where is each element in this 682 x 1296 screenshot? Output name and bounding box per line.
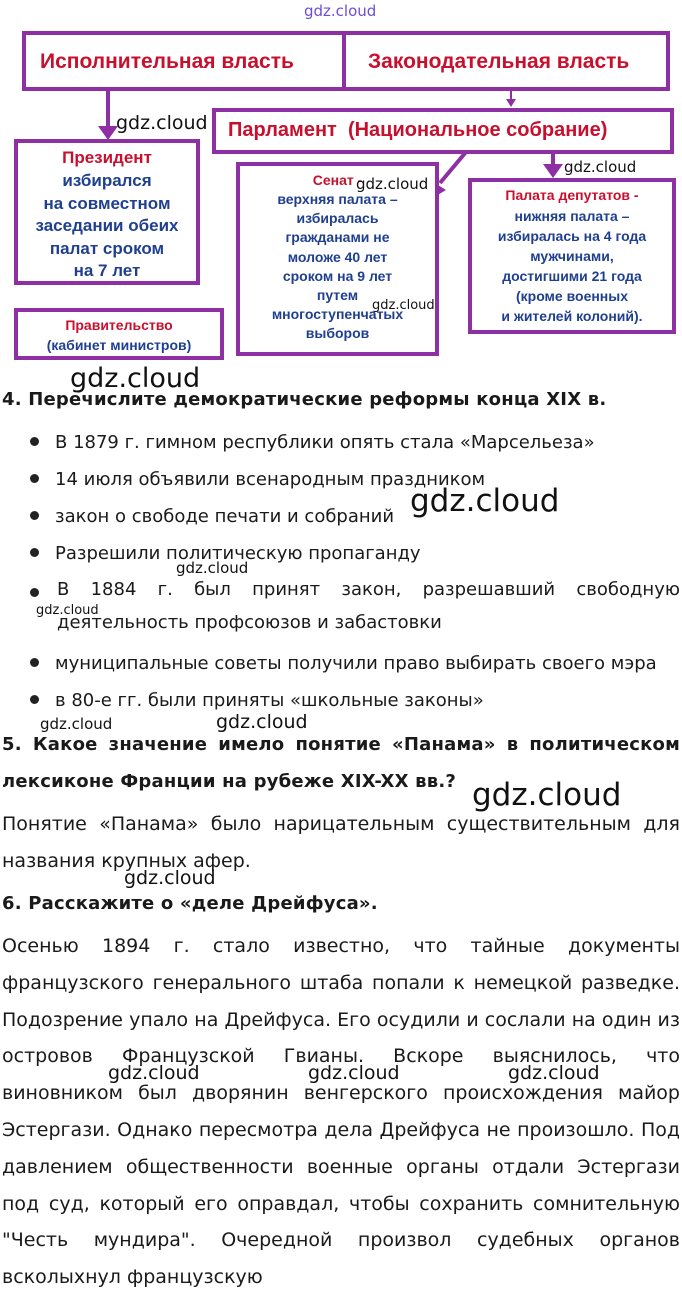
- senate-line: избиралась: [296, 210, 379, 227]
- deputies-title: Палата депутатов -: [505, 187, 639, 203]
- watermark: gdz.cloud: [176, 559, 249, 577]
- watermark: gdz.cloud: [116, 112, 208, 134]
- president-line: избирался: [62, 171, 152, 190]
- watermark: gdz.cloud: [356, 175, 429, 193]
- list-item-text: закон о свободе печати и собраний: [55, 506, 395, 527]
- deputies-text: [468, 206, 676, 326]
- watermark: gdz.cloud: [508, 1062, 600, 1084]
- list-item: [30, 690, 484, 711]
- watermark-top: gdz.cloud: [304, 2, 377, 20]
- senate-line: гражданами не: [285, 229, 390, 246]
- bullet-icon: [30, 437, 39, 446]
- list-item-text: 14 июля объявили всенародным праздником: [55, 469, 486, 490]
- bullet-icon: [30, 658, 39, 667]
- senate-line: выборов: [305, 325, 370, 342]
- list-item: [30, 432, 595, 453]
- watermark: gdz.cloud: [410, 483, 560, 519]
- watermark: gdz.cloud: [124, 867, 216, 889]
- deputies-line: (кроме военных: [515, 288, 629, 304]
- deputies-line: достигшими 21 года: [502, 268, 642, 284]
- question-6-answer: Осенью 1894 г. стало известно, что тайные документы французского генерального штаба попали к немецкой разведке. Подозрение упало на Дрейфуса. Его осудили и сослали на один из островов Французской Гвианы. Вскоре выяснилось, что виновником был дворянин венгерского происхождения майор Эстергази. Однако пересмотра дела Дрейфуса не произошло. Под давлением общественности военные органы отдали Эстергази под суд, который его оправдал, чтобы сохранить сомнительную "Честь мундира". Очередной произвол судебных органов всколыхнул французскую: [2, 935, 680, 1289]
- senate-line: сроком на 9 лет: [282, 267, 393, 284]
- question-6-title: 6. Расскажите о «деле Дрейфуса».: [2, 893, 378, 914]
- watermark: gdz.cloud: [40, 715, 113, 733]
- bullet-icon: [30, 588, 39, 597]
- list-item-text: В 1884 г. был принят закон, разрешавший свободную: [57, 579, 680, 600]
- list-item-text: В 1879 г. гимном республики опять стала «Марсельеза»: [55, 432, 595, 453]
- senate-line: путем: [316, 287, 359, 304]
- senate-text: [236, 190, 439, 344]
- president-line: палат сроком: [49, 238, 165, 258]
- list-item-text: муниципальные советы получили право выбирать своего мэра: [55, 653, 657, 674]
- list-item-text: в 80-е гг. были приняты «школьные законы»: [55, 690, 484, 711]
- list-item: [30, 506, 394, 527]
- president-title: Президент: [62, 148, 152, 167]
- president-text: [14, 170, 200, 283]
- senate-line: многоступенчатых: [271, 306, 404, 323]
- senate-title: Сенат -: [312, 172, 363, 188]
- watermark: gdz.cloud: [36, 603, 99, 618]
- deputies-line: нижняя палата –: [514, 208, 630, 224]
- watermark: gdz.cloud: [564, 158, 637, 176]
- question-4-title: 4. Перечислите демократические реформы конца XIX в.: [2, 389, 607, 410]
- question-5-title-line1: 5. Какое значение имело понятие «Панама» в политическом: [2, 734, 680, 755]
- list-item: [30, 579, 680, 633]
- bullet-icon: [30, 695, 39, 704]
- watermark: gdz.cloud: [308, 1062, 400, 1084]
- watermark: gdz.cloud: [216, 711, 308, 733]
- list-item: [30, 653, 657, 674]
- bullet-icon: [30, 474, 39, 483]
- watermark: gdz.cloud: [372, 298, 435, 313]
- branch-divider: [342, 31, 346, 91]
- question-5-answer: Понятие «Панама» было нарицательным существительным для названия крупных афер.: [2, 813, 680, 872]
- deputies-line: мужчинами,: [530, 248, 614, 264]
- bullet-icon: [30, 548, 39, 557]
- parliament-label: Парламент (Национальное собрание): [228, 119, 608, 141]
- list-item-text-continued: деятельность профсоюзов и забастовки: [57, 612, 442, 633]
- senate-line: моложе 40 лет: [287, 248, 388, 265]
- senate-line: верхняя палата –: [277, 191, 398, 207]
- president-line: на 7 лет: [73, 261, 141, 280]
- question-5-title-line2: лексиконе Франции на рубеже XIX-XX вв.?: [2, 771, 457, 792]
- government-subtitle: (кабинет министров): [46, 337, 192, 353]
- executive-branch-label: Исполнительная власть: [40, 50, 294, 73]
- list-item-text: Разрешили политическую пропаганду: [55, 543, 421, 564]
- president-line: заседании обеих: [35, 216, 179, 235]
- legislative-branch-label: Законодательная власть: [368, 50, 630, 73]
- bullet-icon: [30, 511, 39, 520]
- president-line: на совместном: [43, 193, 171, 213]
- deputies-line: и жителей колоний).: [501, 308, 643, 324]
- deputies-line: избиралась на 4 года: [497, 228, 647, 244]
- watermark: gdz.cloud: [108, 1062, 200, 1084]
- watermark: gdz.cloud: [70, 363, 201, 394]
- government-title: Правительство: [65, 317, 173, 333]
- watermark: gdz.cloud: [472, 777, 622, 813]
